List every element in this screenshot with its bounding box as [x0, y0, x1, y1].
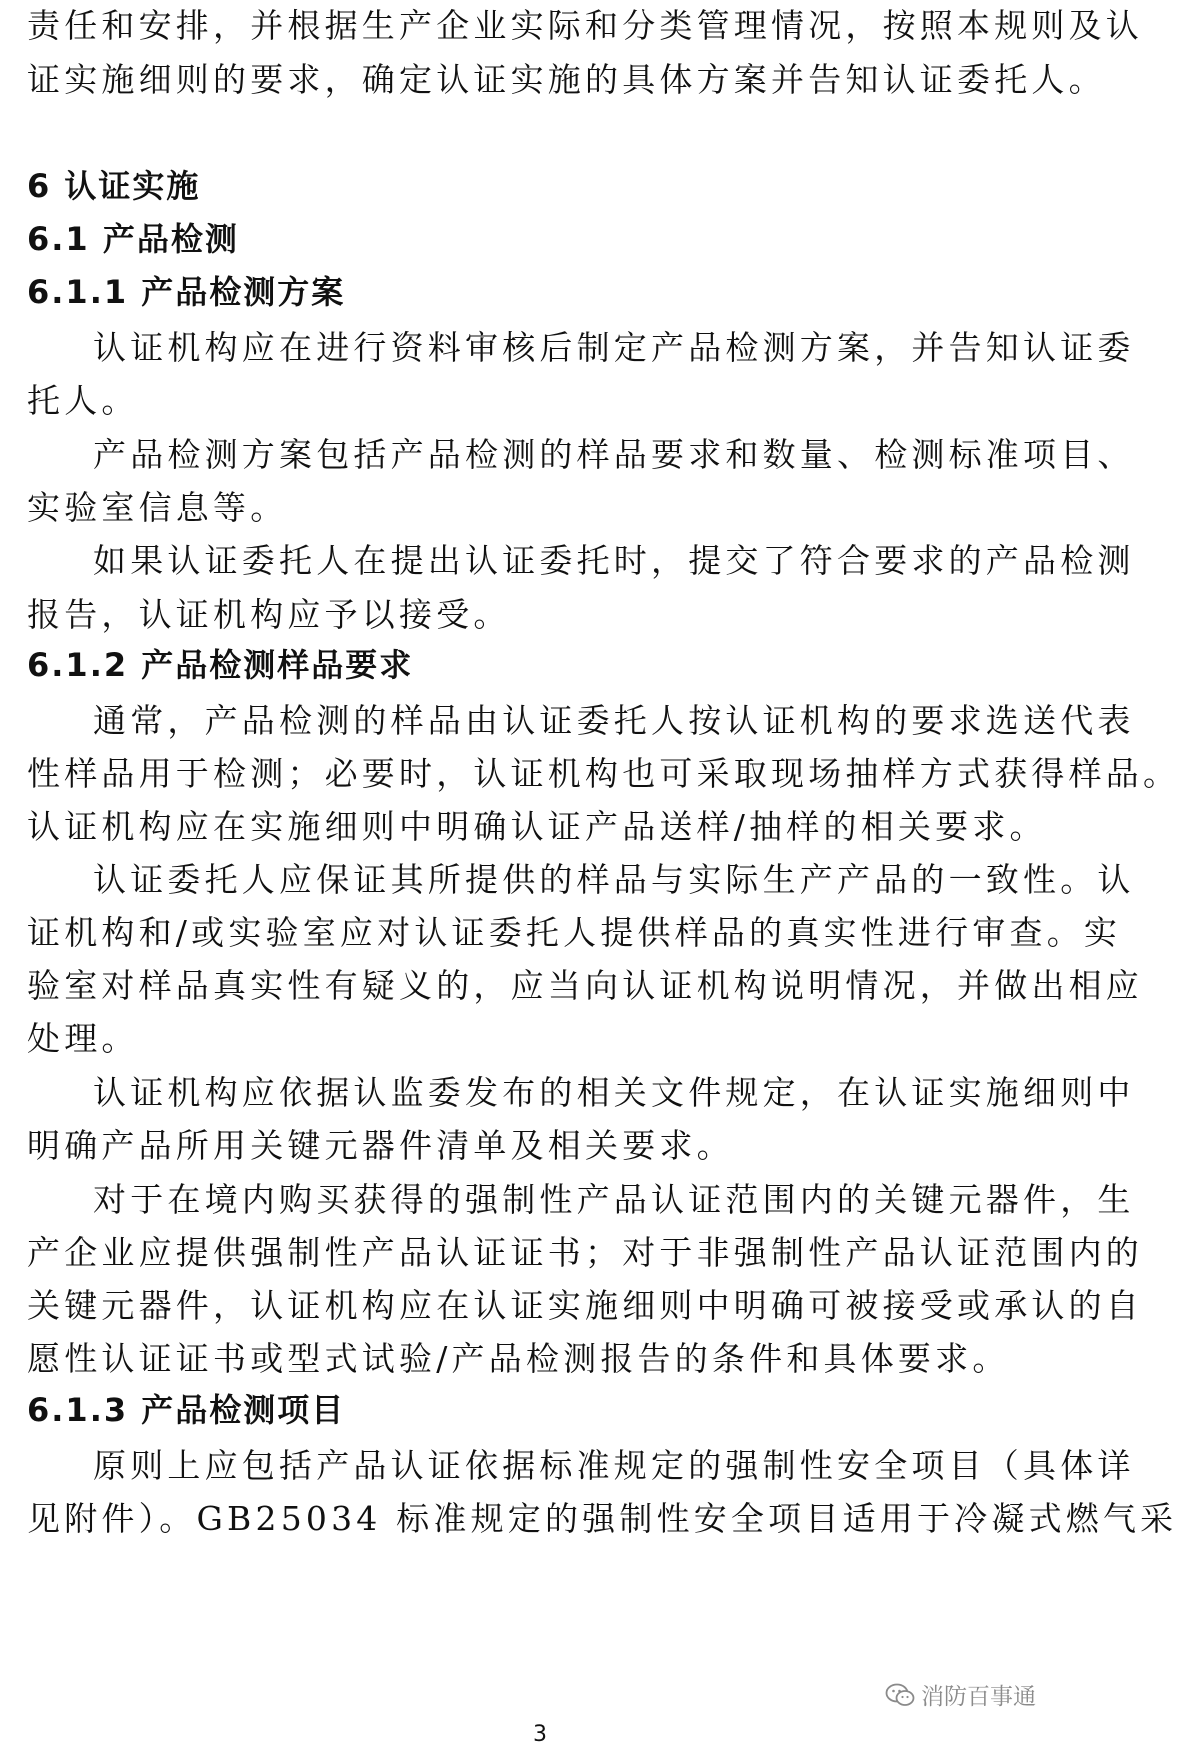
watermark-text: 消防百事通	[921, 1684, 1036, 1710]
paragraph-line: 认证机构应在进行资料审核后制定产品检测方案，并告知认证委	[93, 328, 1135, 367]
paragraph-line: 认证机构应在实施细则中明确认证产品送样/抽样的相关要求。	[27, 807, 1047, 846]
section-heading: 6 认证实施	[27, 167, 201, 205]
subsubsection-heading: 6.1.2 产品检测样品要求	[27, 646, 414, 684]
paragraph-line: 通常，产品检测的样品由认证委托人按认证机构的要求选送代表	[93, 701, 1135, 740]
paragraph-line: 产企业应提供强制性产品认证证书；对于非强制性产品认证范围内的	[27, 1233, 1143, 1272]
paragraph-line: 明确产品所用关键元器件清单及相关要求。	[27, 1126, 734, 1165]
paragraph-line: 如果认证委托人在提出认证委托时，提交了符合要求的产品检测	[93, 541, 1135, 580]
paragraph-line: 报告，认证机构应予以接受。	[27, 595, 511, 634]
paragraph-line: 愿性认证证书或型式试验/产品检测报告的条件和具体要求。	[27, 1339, 1010, 1378]
paragraph-line: 证机构和/或实验室应对认证委托人提供样品的真实性进行审查。实	[27, 913, 1122, 952]
subsubsection-heading: 6.1.3 产品检测项目	[27, 1391, 346, 1429]
paragraph-line: 关键元器件，认证机构应在认证实施细则中明确可被接受或承认的自	[27, 1286, 1143, 1325]
paragraph-line: 见附件）。GB25034 标准规定的强制性安全项目适用于冷凝式燃气采	[27, 1499, 1178, 1538]
paragraph-line: 对于在境内购买获得的强制性产品认证范围内的关键元器件，生	[93, 1180, 1135, 1219]
subsection-heading: 6.1 产品检测	[27, 220, 239, 258]
page-number: 3	[533, 1722, 547, 1747]
subsubsection-heading: 6.1.1 产品检测方案	[27, 273, 346, 311]
paragraph-line: 性样品用于检测；必要时，认证机构也可采取现场抽样方式获得样品。	[27, 754, 1180, 793]
body-text-line: 责任和安排，并根据生产企业实际和分类管理情况，按照本规则及认	[27, 6, 1143, 45]
body-text-line: 证实施细则的要求，确定认证实施的具体方案并告知认证委托人。	[27, 60, 1106, 99]
paragraph-line: 认证机构应依据认监委发布的相关文件规定，在认证实施细则中	[93, 1073, 1135, 1112]
wechat-watermark	[885, 1678, 1036, 1711]
paragraph-line: 原则上应包括产品认证依据标准规定的强制性安全项目（具体详	[93, 1446, 1135, 1485]
wechat-icon	[885, 1682, 915, 1708]
paragraph-line: 认证委托人应保证其所提供的样品与实际生产产品的一致性。认	[93, 860, 1135, 899]
paragraph-line: 实验室信息等。	[27, 488, 288, 527]
paragraph-line: 处理。	[27, 1019, 139, 1058]
paragraph-line: 产品检测方案包括产品检测的样品要求和数量、检测标准项目、	[93, 435, 1135, 474]
paragraph-line: 验室对样品真实性有疑义的，应当向认证机构说明情况，并做出相应	[27, 966, 1143, 1005]
paragraph-line: 托人。	[27, 381, 139, 420]
